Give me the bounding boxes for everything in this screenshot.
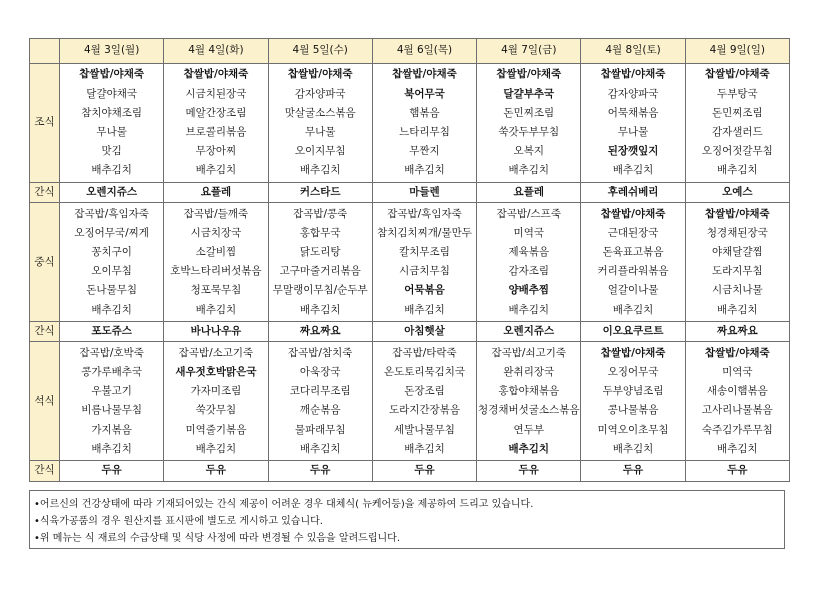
snack-item: 오렌지쥬스 [60,183,164,203]
menu-item: 도라지무침 [711,265,763,278]
menu-item: 배추김치 [508,303,550,316]
dinner-cell [581,342,685,461]
menu-item: 배추김치 [404,164,445,177]
snack-item: 후레쉬베리 [581,183,685,203]
snack-label: 간식 [30,322,60,342]
menu-item: 찹쌀밥/야채죽 [600,346,666,359]
menu-item: 잡곡밥/호박죽 [79,346,144,359]
menu-item: 배추김치 [717,303,758,316]
snack-item: 두유 [60,461,164,481]
menu-item: 고사리나물볶음 [701,404,773,417]
menu-item: 시금치된장국 [185,87,247,100]
menu-item: 돈육표고볶음 [602,246,664,259]
breakfast-cell [372,64,476,183]
menu-item: 배추김치 [404,442,445,455]
dinner-cell [477,342,581,461]
menu-item: 잡곡밥/참치죽 [288,346,353,359]
menu-item: 돈민찌조림 [711,106,763,119]
snack-item: 아침햇살 [372,322,476,342]
menu-item: 홍합무국 [299,226,341,239]
menu-item: 돈민찌조림 [503,106,555,119]
menu-item: 제육볶음 [508,246,550,259]
dinner-cell [164,342,268,461]
menu-item: 배추김치 [299,442,341,455]
snack-item: 이오요쿠르트 [581,322,685,342]
menu-item: 맛김 [101,145,122,158]
menu-item: 아욱장국 [299,366,341,379]
menu-item: 시금치무침 [399,265,450,278]
menu-item: 오이무침 [91,265,132,278]
menu-item: 숙주김가루무침 [701,423,773,436]
day-header: 4월 7일(금) [477,39,581,64]
notes-box [29,490,785,549]
menu-item: 청포묵무침 [190,284,242,297]
menu-item: 새우젓호박맑은국 [175,366,257,379]
snack-item: 요플레 [477,183,581,203]
dinner-cell [60,342,164,461]
breakfast-cell [581,64,685,183]
menu-item: 오징어무국 [607,366,659,379]
menu-item: 물파래무침 [294,423,346,436]
menu-item: 청경채된장국 [706,226,768,239]
menu-item: 된장깻잎지 [607,145,659,158]
breakfast-cell [164,64,268,183]
menu-item: 달걀부추국 [503,87,555,100]
day-header: 4월 6일(목) [372,39,476,64]
menu-item: 배추김치 [508,442,550,455]
menu-item: 칼치무조림 [399,246,450,259]
dinner-label: 석식 [30,342,60,461]
menu-item: 홍합야채볶음 [498,385,560,398]
menu-item: 미역줄기볶음 [185,423,247,436]
menu-item: 닭도리탕 [299,246,341,259]
menu-item: 쑥갓무침 [195,404,237,417]
snack-item: 두유 [372,461,476,481]
menu-item: 오징어젓갈무침 [701,145,773,158]
day-header: 4월 3일(월) [60,39,164,64]
menu-item: 잡곡밥/흑임자죽 [74,207,149,220]
dinner-cell [372,342,476,461]
snack-item: 두유 [477,461,581,481]
menu-item: 돈나물무침 [86,284,137,297]
menu-item: 오복지 [513,145,544,158]
menu-item: 가자미조림 [190,385,242,398]
menu-item: 근대된장국 [607,226,659,239]
menu-item: 배추김치 [612,303,654,316]
menu-item: 찹쌀밥/야채죽 [79,68,144,81]
menu-item: 어묵볶음 [404,284,445,297]
menu-item: 잡곡밥/쇠고기죽 [491,346,567,359]
menu-item: 찹쌀밥/야채죽 [704,346,770,359]
day-header: 4월 8일(토) [581,39,685,64]
menu-item: 찹쌀밥/야채죽 [704,207,770,220]
menu-item: 무짠지 [409,145,440,158]
menu-item: 무장아찌 [195,145,237,158]
breakfast-cell [477,64,581,183]
menu-item: 배추김치 [91,303,132,316]
menu-item: 호박느타리버섯볶음 [170,265,262,278]
menu-item: 햄볶음 [409,106,440,119]
menu-item: 배추김치 [717,164,758,177]
menu-item: 새송이햄볶음 [706,385,768,398]
menu-item: 배추김치 [195,164,237,177]
menu-item: 잡곡밥/콩죽 [293,207,348,220]
menu-item: 찹쌀밥/야채죽 [287,68,353,81]
menu-item: 배추김치 [91,442,132,455]
lunch-cell [477,203,581,322]
menu-item: 미역국 [513,226,544,239]
snack3-row [30,461,790,481]
menu-item: 돈장조림 [404,385,445,398]
snack-label: 간식 [30,461,60,481]
menu-item: 북어무국 [404,87,445,100]
menu-item: 양배추찜 [508,284,550,297]
menu-item: 감자조림 [508,265,550,278]
menu-item: 깨순볶음 [299,404,341,417]
snack-item: 요플레 [164,183,268,203]
lunch-row [30,203,790,322]
day-header: 4월 4일(화) [164,39,268,64]
menu-item: 배추김치 [91,164,132,177]
dinner-row [30,342,790,461]
menu-item: 커리플라워볶음 [597,265,669,278]
menu-item: 찹쌀밥/야채죽 [496,68,562,81]
lunch-cell [685,203,789,322]
menu-item: 배추김치 [195,442,237,455]
lunch-label: 중식 [30,203,60,322]
menu-item: 연두부 [513,423,544,436]
day-header: 4월 5일(수) [268,39,372,64]
menu-item: 콩나물볶음 [607,404,659,417]
snack-item: 오렌지쥬스 [477,322,581,342]
menu-item: 야채달걀찜 [711,246,763,259]
note-line: •식육가공품의 경우 원산지를 표시판에 별도로 게시하고 있습니다. [34,516,323,527]
snack-item: 마들렌 [372,183,476,203]
menu-item: 꽁치구이 [91,246,132,259]
menu-item: 찹쌀밥/야채죽 [183,68,249,81]
breakfast-cell [685,64,789,183]
menu-item: 배추김치 [195,303,237,316]
menu-item: 미역오이초무침 [597,423,669,436]
menu-item: 시금치장국 [190,226,242,239]
menu-item: 어묵채볶음 [607,106,659,119]
menu-item: 콩가루배추국 [81,366,143,379]
menu-item: 잡곡밥/스프죽 [496,207,561,220]
menu-item: 배추김치 [299,303,341,316]
menu-item: 찹쌀밥/야채죽 [392,68,457,81]
breakfast-cell [60,64,164,183]
lunch-cell [268,203,372,322]
menu-item: 무나물 [304,126,336,138]
menu-item: 두부양념조림 [602,385,664,398]
menu-item: 시금치나물 [711,284,763,297]
menu-item: 청경채버섯굴소스볶음 [478,404,580,417]
snack-item: 두유 [268,461,372,481]
menu-item: 메알간장조림 [185,106,247,119]
day-header: 4월 9일(일) [685,39,789,64]
lunch-cell [372,203,476,322]
menu-item: 잡곡밥/소고기죽 [178,346,254,359]
menu-item: 비름나물무침 [81,404,143,417]
menu-item: 코다리무조림 [289,385,351,398]
snack-item: 두유 [164,461,268,481]
menu-item: 얼갈이나물 [607,284,659,297]
snack-item: 두유 [685,461,789,481]
menu-item: 참치야채조림 [81,106,143,119]
menu-item: 무나물 [617,126,649,138]
snack2-row [30,322,790,342]
menu-item: 감자양파국 [294,87,346,100]
menu-item: 느타리무침 [399,126,450,138]
menu-item: 배추김치 [299,164,341,177]
menu-item: 무말랭이무침/순두부 [272,284,368,297]
menu-item: 오이지무침 [294,145,346,158]
menu-item: 도라지간장볶음 [388,404,460,417]
menu-item: 완취리장국 [503,366,555,379]
menu-item: 맛살굴소스볶음 [284,106,356,119]
menu-item: 브로콜리볶음 [185,126,247,138]
snack-item: 커스타드 [268,183,372,203]
lunch-cell [164,203,268,322]
menu-item: 미역국 [722,366,753,379]
dinner-cell [685,342,789,461]
breakfast-cell [268,64,372,183]
lunch-cell [60,203,164,322]
menu-item: 잡곡밥/들깨죽 [183,207,249,220]
lunch-cell [581,203,685,322]
menu-item: 오징어무국/찌게 [74,226,149,239]
breakfast-row [30,64,790,183]
breakfast-label: 조식 [30,64,60,183]
menu-item: 찹쌀밥/야채죽 [704,68,770,81]
snack-item: 짜요짜요 [268,322,372,342]
menu-item: 잡곡밥/타락죽 [392,346,457,359]
snack-item: 바나나우유 [164,322,268,342]
menu-item: 잡곡밥/흑임자죽 [387,207,462,220]
menu-item: 달걀야채국 [86,87,137,100]
menu-item: 배추김치 [612,164,654,177]
menu-item: 소갈비찜 [195,246,237,259]
menu-item: 감자양파국 [607,87,659,100]
menu-item: 배추김치 [404,303,445,316]
menu-item: 참치김치찌개/물만두 [377,226,472,239]
menu-item: 고구마줄거리볶음 [279,265,361,278]
note-line: •어르신의 건강상태에 따라 기재되어있는 간식 제공이 어려운 경우 대체식( 뉴케어등)을 제공하여 드리고 있습니다. [34,499,534,510]
menu-item: 세발나물무침 [394,423,455,436]
day-header-row [30,39,790,64]
weekly-menu-table [29,38,790,482]
menu-item: 무나물 [96,126,127,138]
menu-item: 쑥갓두부무침 [498,126,560,138]
menu-item: 배추김치 [612,442,654,455]
dinner-cell [268,342,372,461]
menu-item: 배추김치 [508,164,550,177]
menu-item: 가지볶음 [91,423,132,436]
menu-item: 우불고기 [91,385,132,398]
snack1-row [30,183,790,203]
menu-item: 감자샐러드 [711,126,763,138]
menu-item: 찹쌀밥/야채죽 [600,68,666,81]
snack-item: 포도쥬스 [60,322,164,342]
menu-item: 온도토리묵김치국 [383,366,466,379]
note-line: •위 메뉴는 식 재료의 수급상태 및 식당 사정에 따라 변경될 수 있음을 알려드립니다. [34,533,401,544]
menu-item: 두부탕국 [717,87,758,100]
snack-item: 짜요짜요 [685,322,789,342]
snack-item: 두유 [581,461,685,481]
corner-cell [30,39,60,64]
snack-item: 오예스 [685,183,789,203]
snack-label: 간식 [30,183,60,203]
menu-item: 찹쌀밥/야채죽 [600,207,666,220]
menu-item: 배추김치 [717,442,758,455]
